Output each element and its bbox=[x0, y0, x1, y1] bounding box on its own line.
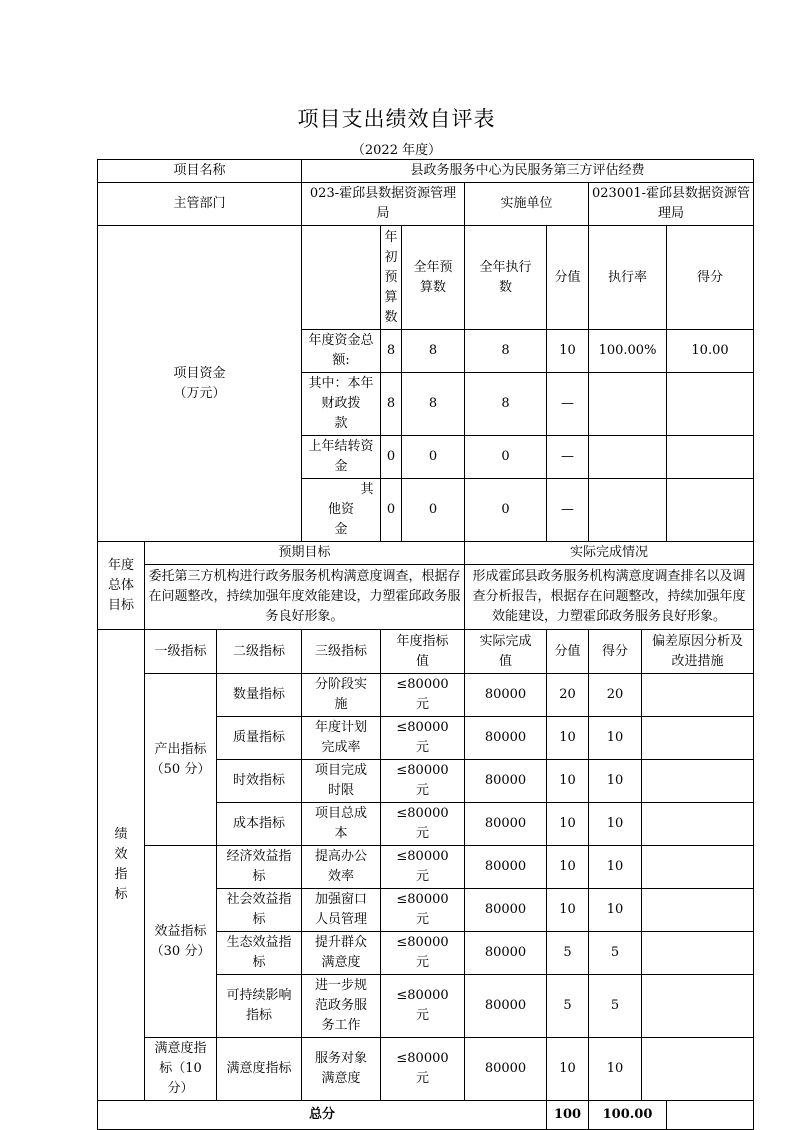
actual-result-text: 形成霍邱县政务服务机构满意度调查排名以及调查分析报告，根据存在问题整改，持续加强年度效能建设，力塑霍邱政务服务良好形象。 bbox=[465, 565, 754, 630]
expected-goal-text: 委托第三方机构进行政务服务机构满意度调查，根据存在问题整改，持续加强年度效能建设，力塑霍邱政务服务良好形象。 bbox=[145, 565, 465, 630]
fund-initial-budget: 8 bbox=[381, 373, 402, 436]
fund-initial-budget: 0 bbox=[381, 436, 402, 479]
fund-full-execution: 0 bbox=[465, 479, 547, 542]
level2-indicator: 经济效益指 标 bbox=[217, 846, 302, 889]
year-subtitle: （2022 年度） bbox=[351, 143, 442, 158]
fund-full-budget: 8 bbox=[402, 373, 465, 436]
indicator-score: 5 bbox=[547, 932, 589, 975]
indicator-points: 10 bbox=[589, 846, 642, 889]
header-indicator-score: 分值 bbox=[547, 630, 589, 674]
header-level2: 二级指标 bbox=[217, 630, 302, 674]
level1-indicator: 效益指标 （30 分） bbox=[145, 846, 217, 1038]
funds-section-label: 项目资金 （万元） bbox=[98, 226, 302, 542]
deviation-analysis bbox=[642, 846, 754, 889]
indicator-score: 10 bbox=[547, 846, 589, 889]
annual-target-value: ≤80000 元 bbox=[381, 1038, 465, 1101]
fund-full-execution: 8 bbox=[465, 330, 547, 373]
deviation-analysis bbox=[642, 932, 754, 975]
deviation-analysis bbox=[642, 717, 754, 760]
table-row bbox=[98, 542, 754, 565]
indicator-points: 10 bbox=[589, 717, 642, 760]
table-row bbox=[98, 226, 754, 330]
indicator-score: 20 bbox=[547, 674, 589, 717]
fund-score: — bbox=[547, 436, 589, 479]
header-points: 得分 bbox=[667, 226, 754, 330]
level2-indicator: 数量指标 bbox=[217, 674, 302, 717]
actual-value: 80000 bbox=[465, 803, 547, 846]
deviation-analysis bbox=[642, 803, 754, 846]
implementing-unit-value: 023001-霍邱县数据资源管理局 bbox=[589, 183, 754, 226]
level2-indicator: 质量指标 bbox=[217, 717, 302, 760]
level3-indicator: 分阶段实 施 bbox=[302, 674, 381, 717]
fund-points: 10.00 bbox=[667, 330, 754, 373]
table-row bbox=[98, 846, 754, 889]
funds-header-blank bbox=[302, 226, 381, 330]
actual-value: 80000 bbox=[465, 846, 547, 889]
fund-full-budget: 8 bbox=[402, 330, 465, 373]
table-body bbox=[98, 160, 754, 1130]
actual-value: 80000 bbox=[465, 889, 547, 932]
header-full-execution: 全年执行 数 bbox=[465, 226, 547, 330]
indicator-points: 10 bbox=[589, 760, 642, 803]
indicator-score: 10 bbox=[547, 803, 589, 846]
fund-score: — bbox=[547, 479, 589, 542]
indicators-section-label: 绩 效 指 标 bbox=[98, 630, 145, 1101]
fund-full-execution: 8 bbox=[465, 373, 547, 436]
department-value: 023-霍邱县数据资源管理局 bbox=[302, 183, 465, 226]
actual-value: 80000 bbox=[465, 975, 547, 1038]
indicator-points: 10 bbox=[589, 889, 642, 932]
table-row bbox=[98, 160, 754, 183]
actual-value: 80000 bbox=[465, 1038, 547, 1101]
implementing-unit-label: 实施单位 bbox=[465, 183, 589, 226]
level3-indicator: 项目完成 时限 bbox=[302, 760, 381, 803]
total-label: 总分 bbox=[98, 1101, 547, 1130]
fund-row-label: 其他资 金 bbox=[302, 479, 381, 542]
level2-indicator: 可持续影响 指标 bbox=[217, 975, 302, 1038]
fund-full-execution: 0 bbox=[465, 436, 547, 479]
actual-value: 80000 bbox=[465, 674, 547, 717]
deviation-analysis bbox=[642, 975, 754, 1038]
fund-points bbox=[667, 373, 754, 436]
performance-table bbox=[97, 159, 754, 1130]
fund-full-budget: 0 bbox=[402, 436, 465, 479]
level1-indicator: 满意度指 标（10 分） bbox=[145, 1038, 217, 1101]
indicator-points: 5 bbox=[589, 932, 642, 975]
indicator-points: 20 bbox=[589, 674, 642, 717]
table-row bbox=[98, 183, 754, 226]
header-full-budget: 全年预 算数 bbox=[402, 226, 465, 330]
indicator-score: 10 bbox=[547, 760, 589, 803]
deviation-analysis bbox=[642, 1038, 754, 1101]
fund-score: — bbox=[547, 373, 589, 436]
page-title: 项目支出绩效自评表 bbox=[297, 107, 496, 131]
actual-result-header: 实际完成情况 bbox=[465, 542, 754, 565]
header-indicator-points: 得分 bbox=[589, 630, 642, 674]
total-score: 100 bbox=[547, 1101, 589, 1130]
indicator-score: 10 bbox=[547, 1038, 589, 1101]
header-level1: 一级指标 bbox=[145, 630, 217, 674]
level3-indicator: 加强窗口 人员管理 bbox=[302, 889, 381, 932]
fund-score: 10 bbox=[547, 330, 589, 373]
annual-target-value: ≤80000 元 bbox=[381, 674, 465, 717]
table-row bbox=[98, 1101, 754, 1130]
table-row bbox=[98, 630, 754, 674]
total-points: 100.00 bbox=[589, 1101, 667, 1130]
level2-indicator: 成本指标 bbox=[217, 803, 302, 846]
level2-indicator: 生态效益指 标 bbox=[217, 932, 302, 975]
fund-points bbox=[667, 436, 754, 479]
fund-full-budget: 0 bbox=[402, 479, 465, 542]
indicator-score: 10 bbox=[547, 889, 589, 932]
header-score: 分值 bbox=[547, 226, 589, 330]
annual-target-value: ≤80000 元 bbox=[381, 932, 465, 975]
fund-exec-rate: 100.00% bbox=[589, 330, 667, 373]
annual-target-value: ≤80000 元 bbox=[381, 717, 465, 760]
header-level3: 三级指标 bbox=[302, 630, 381, 674]
annual-target-value: ≤80000 元 bbox=[381, 803, 465, 846]
level2-indicator: 满意度指标 bbox=[217, 1038, 302, 1101]
level2-indicator: 时效指标 bbox=[217, 760, 302, 803]
expected-goal-header: 预期目标 bbox=[145, 542, 465, 565]
annual-target-value: ≤80000 元 bbox=[381, 846, 465, 889]
indicator-points: 10 bbox=[589, 1038, 642, 1101]
header-annual-value: 年度指标 值 bbox=[381, 630, 465, 674]
level2-indicator: 社会效益指 标 bbox=[217, 889, 302, 932]
annual-target-value: ≤80000 元 bbox=[381, 975, 465, 1038]
fund-row-label: 上年结转资金 bbox=[302, 436, 381, 479]
table-row bbox=[98, 565, 754, 630]
annual-target-value: ≤80000 元 bbox=[381, 760, 465, 803]
indicator-score: 5 bbox=[547, 975, 589, 1038]
header-initial-budget: 年 初 预 算 数 bbox=[381, 226, 402, 330]
deviation-analysis bbox=[642, 760, 754, 803]
header-exec-rate: 执行率 bbox=[589, 226, 667, 330]
fund-exec-rate bbox=[589, 479, 667, 542]
level3-indicator: 提高办公 效率 bbox=[302, 846, 381, 889]
actual-value: 80000 bbox=[465, 932, 547, 975]
level3-indicator: 年度计划 完成率 bbox=[302, 717, 381, 760]
indicator-points: 10 bbox=[589, 803, 642, 846]
annual-goals-label: 年度 总体 目标 bbox=[98, 542, 145, 630]
actual-value: 80000 bbox=[465, 717, 547, 760]
level3-indicator: 项目总成 本 bbox=[302, 803, 381, 846]
deviation-analysis bbox=[642, 674, 754, 717]
fund-initial-budget: 8 bbox=[381, 330, 402, 373]
fund-exec-rate bbox=[589, 373, 667, 436]
department-label: 主管部门 bbox=[98, 183, 302, 226]
project-name-value: 县政务服务中心为民服务第三方评估经费 bbox=[302, 160, 754, 183]
indicator-points: 5 bbox=[589, 975, 642, 1038]
level3-indicator: 进一步规 范政务服 务工作 bbox=[302, 975, 381, 1038]
fund-row-label: 其中：本年财政拨 款 bbox=[302, 373, 381, 436]
table-row bbox=[98, 1038, 754, 1101]
indicator-score: 10 bbox=[547, 717, 589, 760]
fund-points bbox=[667, 479, 754, 542]
level3-indicator: 服务对象 满意度 bbox=[302, 1038, 381, 1101]
level1-indicator: 产出指标 （50 分） bbox=[145, 674, 217, 846]
annual-target-value: ≤80000 元 bbox=[381, 889, 465, 932]
deviation-analysis bbox=[642, 889, 754, 932]
fund-initial-budget: 0 bbox=[381, 479, 402, 542]
level3-indicator: 提升群众 满意度 bbox=[302, 932, 381, 975]
total-deviation bbox=[667, 1101, 754, 1130]
table-row bbox=[98, 674, 754, 717]
header-deviation: 偏差原因分析及 改进措施 bbox=[642, 630, 754, 674]
fund-row-label: 年度资金总额: bbox=[302, 330, 381, 373]
project-name-label: 项目名称 bbox=[98, 160, 302, 183]
header-actual-value: 实际完成 值 bbox=[465, 630, 547, 674]
fund-exec-rate bbox=[589, 436, 667, 479]
actual-value: 80000 bbox=[465, 760, 547, 803]
